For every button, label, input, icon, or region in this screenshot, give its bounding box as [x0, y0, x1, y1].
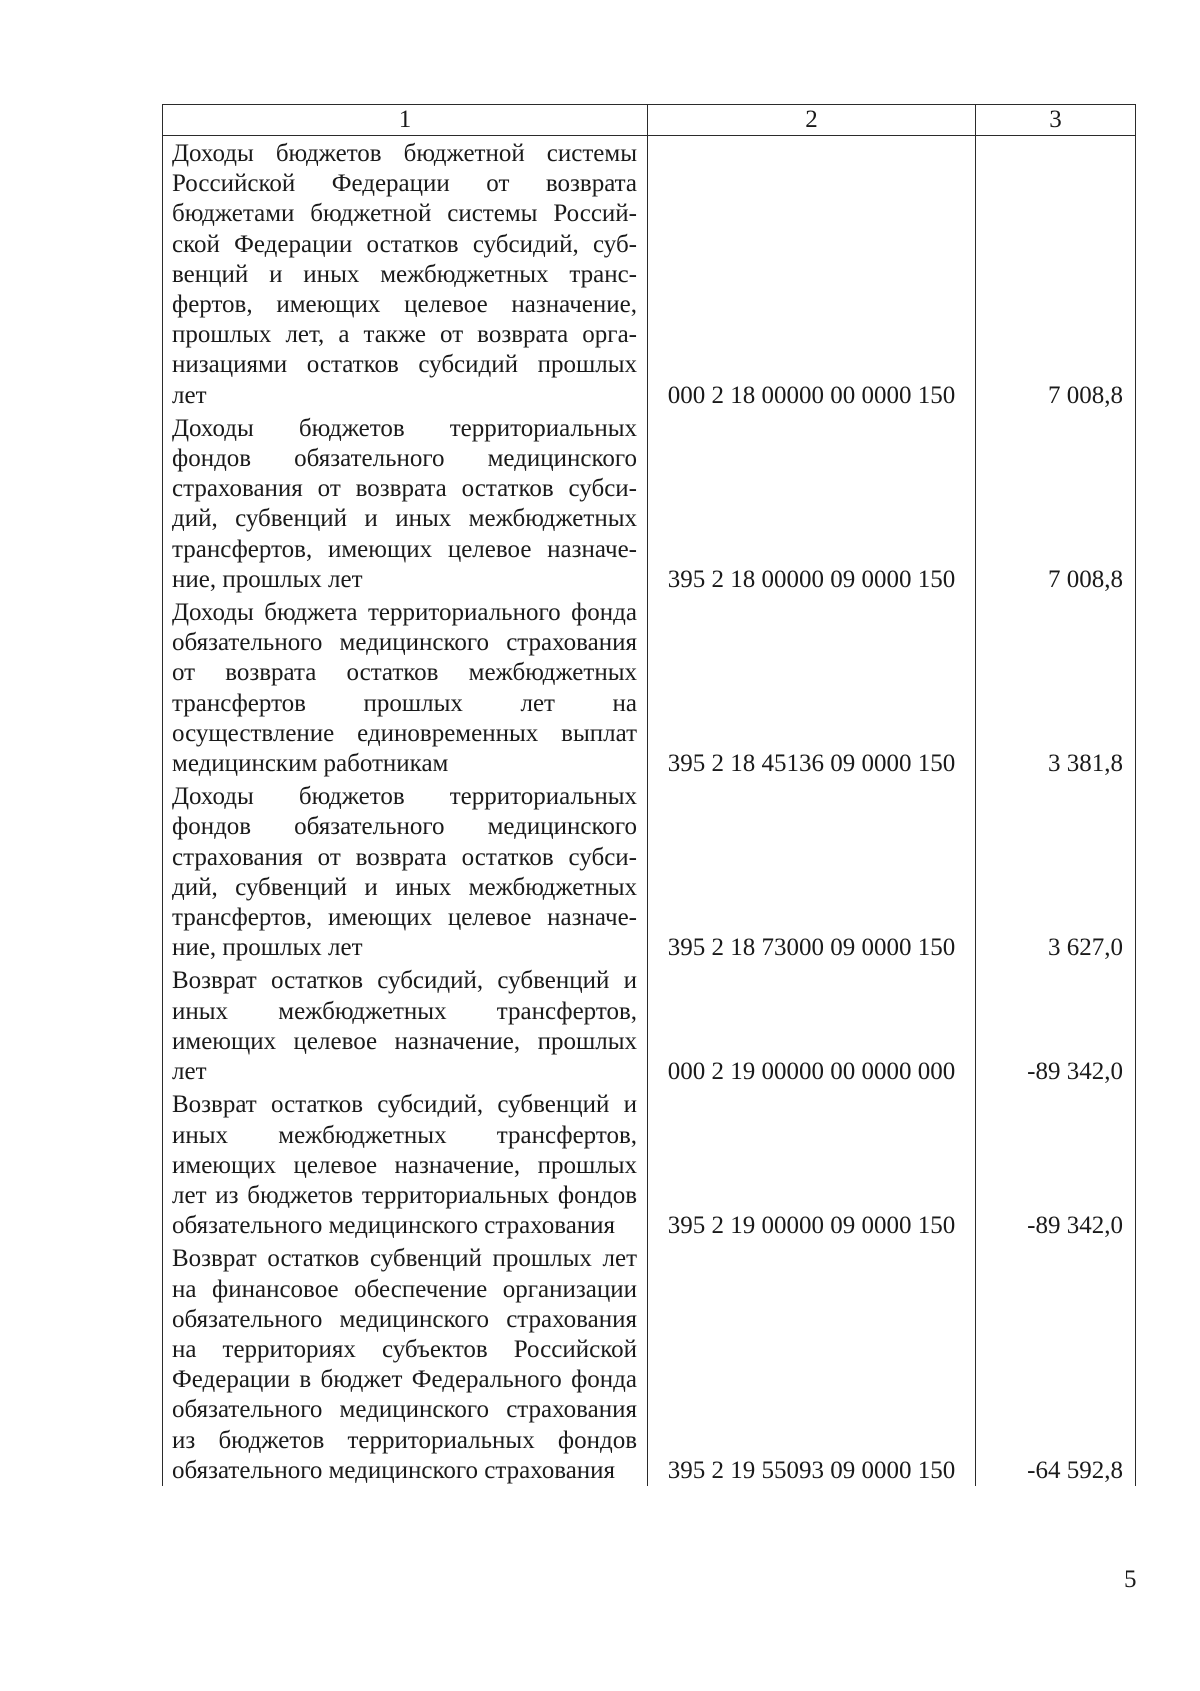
column-header-2: 2 — [648, 105, 976, 136]
column-header-1: 1 — [163, 105, 648, 136]
row-amount: 7 008,8 — [976, 411, 1136, 595]
row-code: 395 2 19 55093 09 0000 150 — [648, 1241, 976, 1486]
row-description: Доходы бюджетов территориальных фондов обязательного медицинского страхования от возврата остатков субсидий, субвенций и иных межбюджетных трансфертов, имеющих целевое назначение, прошлых лет — [163, 411, 648, 595]
row-description: Возврат остатков субсидий, субвенций и иных межбюджетных трансфертов, имеющих целевое назначение, прошлых лет из бюджетов территориальных фондов обязательного медицинского страхования — [163, 1087, 648, 1241]
table-row — [163, 963, 1136, 1087]
header-row — [163, 105, 1136, 136]
column-header-3: 3 — [976, 105, 1136, 136]
table-row — [163, 1241, 1136, 1486]
row-amount: 3 381,8 — [976, 595, 1136, 779]
row-description: Возврат остатков субсидий, субвенций и иных межбюджетных трансфертов, имеющих целевое назначение, прошлых лет — [163, 963, 648, 1087]
page-number: 5 — [1124, 1566, 1137, 1593]
row-amount: -89 342,0 — [976, 963, 1136, 1087]
row-code: 000 2 19 00000 00 0000 000 — [648, 963, 976, 1087]
table-row — [163, 136, 1136, 411]
table-row — [163, 595, 1136, 779]
row-code: 395 2 18 00000 09 0000 150 — [648, 411, 976, 595]
row-amount: -89 342,0 — [976, 1087, 1136, 1241]
row-description: Доходы бюджетов территориальных фондов обязательного медицинского страхования от возврата остатков субсидий, субвенций и иных межбюджетных трансфертов, имеющих целевое назначение, прошлых лет — [163, 779, 648, 963]
row-amount: 3 627,0 — [976, 779, 1136, 963]
row-description: Доходы бюджета территориального фонда обязательного медицинского страхования от возврата остатков межбюджетных трансфертов прошлых лет на осуществление единовременных выплат медицинским работникам — [163, 595, 648, 779]
row-code: 395 2 18 45136 09 0000 150 — [648, 595, 976, 779]
table-row — [163, 779, 1136, 963]
row-amount: -64 592,8 — [976, 1241, 1136, 1486]
table-row — [163, 1087, 1136, 1241]
row-description: Возврат остатков субвенций прошлых лет на финансовое обеспечение организации обязательного медицинского страхования на территориях субъектов Российской Федерации в бюджет Федерального фонда обязательного медицинского страхования из бюджетов территориальных фондов обязательного медицинского страхования — [163, 1241, 648, 1486]
row-description: Доходы бюджетов бюджетной системы Российской Федерации от возврата бюджетами бюджетной системы Российской Федерации остатков субсидий, субвенций и иных межбюджетных трансфертов, имеющих целевое назначение, прошлых лет, а также от возврата организациями остатков субсидий прошлых лет — [163, 136, 648, 411]
budget-table — [162, 104, 1136, 1486]
row-amount: 7 008,8 — [976, 136, 1136, 411]
row-code: 395 2 19 00000 09 0000 150 — [648, 1087, 976, 1241]
table-row — [163, 411, 1136, 595]
row-code: 000 2 18 00000 00 0000 150 — [648, 136, 976, 411]
row-code: 395 2 18 73000 09 0000 150 — [648, 779, 976, 963]
